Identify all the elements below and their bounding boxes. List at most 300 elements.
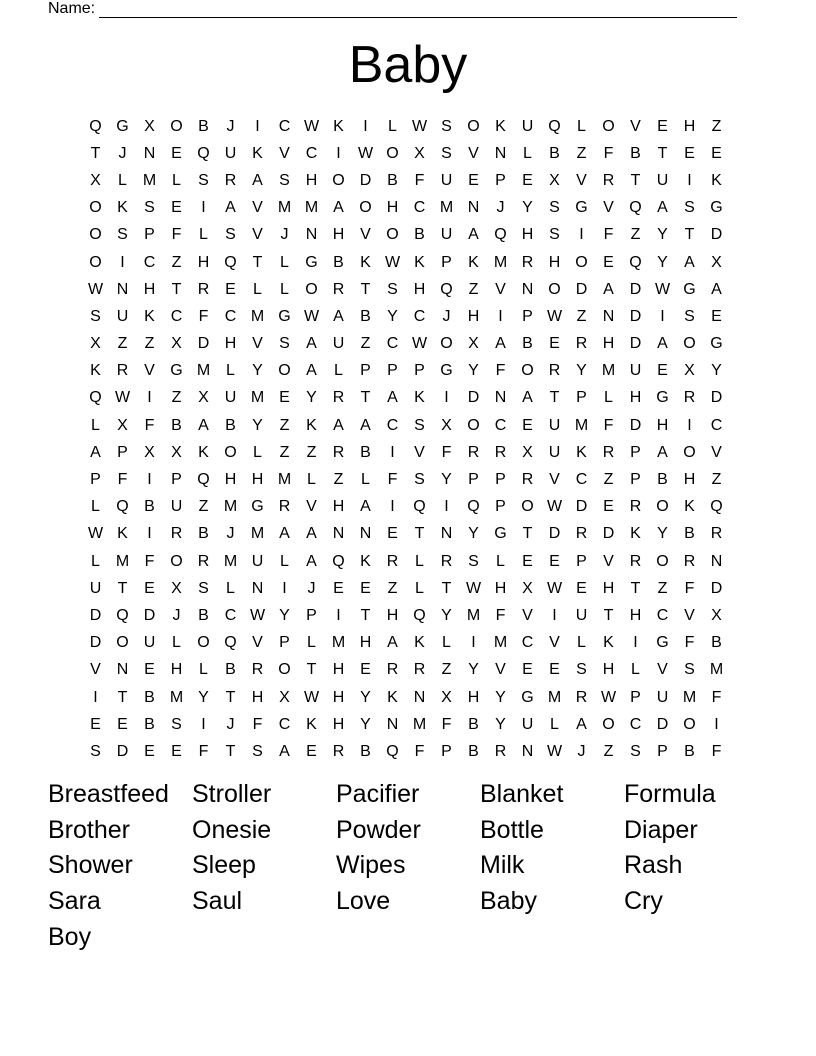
grid-letter: S — [90, 307, 101, 325]
grid-letter: Q — [629, 253, 642, 271]
grid-letter: I — [633, 634, 638, 652]
grid-letter: T — [684, 226, 695, 244]
grid-letter: M — [574, 416, 589, 434]
grid-letter: R — [548, 362, 561, 380]
grid-row — [82, 657, 730, 684]
grid-letter: N — [521, 742, 534, 760]
grid-letter: W — [600, 688, 617, 706]
grid-letter: H — [602, 661, 615, 679]
grid-letter: G — [494, 525, 507, 543]
grid-row — [82, 385, 730, 412]
grid-letter: M — [547, 688, 562, 706]
grid-letter: O — [386, 144, 399, 162]
grid-letter: B — [522, 335, 533, 353]
grid-letter: E — [360, 579, 371, 597]
grid-letter: B — [549, 144, 560, 162]
grid-letter: Q — [548, 117, 561, 135]
grid-letter: F — [198, 307, 209, 325]
grid-letter: W — [87, 280, 104, 298]
grid-letter: O — [197, 634, 210, 652]
grid-letter: N — [143, 144, 156, 162]
grid-letter: T — [630, 579, 641, 597]
grid-letter: O — [89, 253, 102, 271]
grid-letter: L — [631, 661, 640, 679]
grid-letter: A — [306, 335, 317, 353]
grid-letter: W — [114, 389, 131, 407]
grid-letter: C — [278, 117, 291, 135]
grid-letter: U — [89, 579, 102, 597]
grid-letter: R — [629, 498, 642, 516]
grid-row — [82, 630, 730, 657]
grid-letter: M — [493, 253, 508, 271]
grid-letter: O — [224, 443, 237, 461]
grid-letter: X — [90, 171, 101, 189]
grid-letter: D — [575, 280, 588, 298]
grid-letter: K — [360, 253, 371, 271]
grid-letter: L — [334, 362, 343, 380]
grid-letter: P — [495, 171, 506, 189]
grid-letter: V — [630, 117, 641, 135]
grid-letter: O — [683, 715, 696, 733]
grid-letter: O — [278, 362, 291, 380]
grid-row — [82, 303, 730, 330]
grid-letter: D — [143, 606, 156, 624]
grid-letter: T — [360, 606, 371, 624]
grid-letter: Y — [252, 362, 263, 380]
grid-letter: S — [414, 471, 425, 489]
grid-letter: N — [467, 199, 480, 217]
grid-letter: Z — [576, 144, 587, 162]
word-list-item: Shower — [48, 851, 133, 880]
grid-letter: W — [546, 742, 563, 760]
grid-letter: K — [333, 117, 344, 135]
grid-letter: A — [306, 362, 317, 380]
grid-letter: H — [305, 171, 318, 189]
grid-letter: U — [224, 389, 237, 407]
grid-letter: P — [171, 471, 182, 489]
grid-letter: A — [360, 498, 371, 516]
grid-letter: M — [223, 552, 238, 570]
grid-letter: H — [386, 606, 399, 624]
grid-letter: I — [687, 416, 692, 434]
grid-letter: R — [467, 443, 480, 461]
grid-letter: L — [604, 389, 613, 407]
grid-letter: H — [332, 688, 345, 706]
grid-letter: Y — [468, 525, 479, 543]
grid-letter: N — [116, 661, 129, 679]
grid-letter: A — [225, 199, 236, 217]
grid-letter: S — [279, 171, 290, 189]
grid-letter: T — [441, 579, 452, 597]
grid-letter: T — [630, 171, 641, 189]
grid-letter: T — [225, 742, 236, 760]
grid-letter: M — [412, 715, 427, 733]
grid-letter: V — [252, 335, 263, 353]
grid-letter: O — [386, 226, 399, 244]
grid-letter: L — [199, 661, 208, 679]
word-list-item: Sleep — [192, 851, 256, 880]
grid-letter: F — [684, 634, 695, 652]
grid-letter: Q — [467, 498, 480, 516]
grid-letter: K — [198, 443, 209, 461]
grid-letter: P — [630, 443, 641, 461]
grid-letter: L — [280, 253, 289, 271]
grid-letter: O — [602, 715, 615, 733]
grid-letter: X — [441, 688, 452, 706]
grid-letter: I — [390, 443, 395, 461]
grid-letter: R — [602, 171, 615, 189]
grid-letter: U — [332, 335, 345, 353]
grid-letter: Z — [441, 661, 452, 679]
grid-letter: R — [332, 280, 345, 298]
grid-letter: A — [657, 443, 668, 461]
word-list-item: Blanket — [480, 780, 564, 808]
grid-row — [82, 466, 730, 493]
grid-letter: Y — [198, 688, 209, 706]
grid-letter: W — [249, 606, 266, 624]
grid-letter: N — [494, 389, 507, 407]
grid-letter: Q — [197, 471, 210, 489]
grid-letter: U — [440, 171, 453, 189]
grid-letter: T — [603, 606, 614, 624]
grid-letter: X — [522, 579, 533, 597]
grid-row — [82, 140, 730, 167]
grid-letter: B — [684, 525, 695, 543]
grid-letter: S — [441, 117, 452, 135]
grid-letter: D — [548, 525, 561, 543]
grid-letter: R — [575, 688, 588, 706]
grid-letter: Y — [657, 253, 668, 271]
grid-letter: T — [225, 688, 236, 706]
grid-letter: I — [498, 307, 503, 325]
grid-letter: R — [521, 471, 534, 489]
grid-letter: M — [277, 199, 292, 217]
grid-letter: Y — [279, 606, 290, 624]
grid-letter: D — [656, 715, 669, 733]
grid-letter: B — [414, 226, 425, 244]
grid-letter: I — [255, 117, 260, 135]
grid-letter: U — [521, 715, 534, 733]
grid-letter: A — [333, 199, 344, 217]
grid-letter: S — [468, 552, 479, 570]
name-underline — [99, 2, 737, 18]
grid-letter: A — [90, 443, 101, 461]
grid-letter: S — [684, 199, 695, 217]
grid-letter: L — [118, 171, 127, 189]
word-list-item: Pacifier — [336, 780, 420, 808]
grid-letter: L — [496, 552, 505, 570]
grid-letter: U — [224, 144, 237, 162]
grid-letter: I — [147, 389, 152, 407]
grid-letter: M — [142, 171, 157, 189]
grid-letter: P — [117, 443, 128, 461]
grid-letter: Z — [468, 280, 479, 298]
grid-letter: U — [575, 606, 588, 624]
grid-letter: D — [89, 634, 102, 652]
grid-letter: O — [467, 416, 480, 434]
grid-letter: U — [251, 552, 264, 570]
grid-letter: H — [332, 661, 345, 679]
grid-letter: H — [548, 253, 561, 271]
grid-letter: J — [307, 579, 316, 597]
grid-row — [82, 276, 730, 303]
grid-letter: E — [603, 253, 614, 271]
grid-letter: R — [440, 552, 453, 570]
grid-letter: G — [305, 253, 318, 271]
grid-letter: X — [144, 117, 155, 135]
word-list-item: Baby — [480, 887, 537, 916]
grid-letter: L — [415, 579, 424, 597]
grid-letter: K — [117, 199, 128, 217]
grid-letter: K — [495, 117, 506, 135]
grid-letter: G — [440, 362, 453, 380]
grid-letter: S — [198, 171, 209, 189]
grid-letter: A — [468, 226, 479, 244]
grid-letter: R — [197, 552, 210, 570]
word-list-item: Rash — [624, 851, 683, 880]
grid-letter: N — [710, 552, 723, 570]
grid-letter: L — [361, 471, 370, 489]
grid-letter: F — [603, 144, 614, 162]
grid-letter: S — [684, 661, 695, 679]
letter-grid — [82, 113, 730, 766]
grid-letter: O — [683, 335, 696, 353]
grid-letter: O — [89, 226, 102, 244]
grid-letter: Z — [576, 307, 587, 325]
grid-letter: I — [201, 199, 206, 217]
grid-letter: G — [116, 117, 129, 135]
grid-letter: I — [444, 389, 449, 407]
grid-letter: F — [414, 171, 425, 189]
grid-letter: I — [390, 498, 395, 516]
grid-letter: U — [548, 416, 561, 434]
grid-letter: H — [413, 280, 426, 298]
grid-letter: M — [169, 688, 184, 706]
grid-letter: Q — [116, 498, 129, 516]
grid-letter: R — [683, 389, 696, 407]
grid-letter: U — [548, 443, 561, 461]
grid-letter: C — [305, 144, 318, 162]
grid-letter: V — [360, 226, 371, 244]
grid-letter: T — [522, 525, 533, 543]
grid-letter: R — [683, 552, 696, 570]
grid-letter: X — [144, 443, 155, 461]
grid-letter: I — [471, 634, 476, 652]
grid-letter: F — [414, 742, 425, 760]
grid-letter: V — [522, 606, 533, 624]
grid-letter: S — [144, 199, 155, 217]
grid-letter: A — [387, 634, 398, 652]
grid-letter: K — [414, 634, 425, 652]
grid-row — [82, 358, 730, 385]
grid-letter: D — [89, 606, 102, 624]
grid-letter: S — [171, 715, 182, 733]
grid-letter: K — [387, 688, 398, 706]
grid-letter: Q — [116, 606, 129, 624]
grid-row — [82, 167, 730, 194]
grid-letter: L — [199, 226, 208, 244]
grid-letter: D — [629, 280, 642, 298]
grid-letter: E — [360, 661, 371, 679]
grid-letter: K — [468, 253, 479, 271]
grid-letter: M — [331, 634, 346, 652]
grid-letter: D — [467, 389, 480, 407]
grid-letter: L — [253, 280, 262, 298]
grid-letter: I — [363, 117, 368, 135]
grid-letter: Q — [224, 253, 237, 271]
grid-letter: C — [278, 715, 291, 733]
grid-letter: K — [630, 525, 641, 543]
grid-row — [82, 412, 730, 439]
grid-letter: C — [629, 715, 642, 733]
grid-letter: J — [172, 606, 181, 624]
grid-letter: F — [441, 443, 452, 461]
grid-letter: P — [468, 471, 479, 489]
grid-letter: T — [171, 280, 182, 298]
grid-letter: S — [441, 144, 452, 162]
grid-letter: X — [198, 389, 209, 407]
grid-letter: B — [198, 117, 209, 135]
grid-letter: J — [280, 226, 289, 244]
grid-letter: A — [333, 416, 344, 434]
grid-letter: D — [602, 525, 615, 543]
grid-letter: C — [710, 416, 723, 434]
grid-letter: W — [303, 307, 320, 325]
grid-letter: L — [91, 416, 100, 434]
grid-letter: C — [386, 335, 399, 353]
grid-letter: N — [413, 688, 426, 706]
grid-letter: Y — [711, 362, 722, 380]
grid-letter: Q — [413, 606, 426, 624]
grid-letter: I — [552, 606, 557, 624]
grid-letter: J — [226, 715, 235, 733]
grid-letter: F — [711, 742, 722, 760]
grid-letter: X — [684, 362, 695, 380]
grid-letter: E — [522, 171, 533, 189]
grid-letter: W — [546, 579, 563, 597]
grid-letter: K — [306, 715, 317, 733]
grid-letter: C — [386, 416, 399, 434]
grid-letter: I — [714, 715, 719, 733]
word-list-item: Formula — [624, 780, 716, 808]
grid-letter: U — [143, 634, 156, 652]
grid-letter: T — [657, 144, 668, 162]
grid-letter: A — [279, 525, 290, 543]
grid-letter: F — [387, 471, 398, 489]
grid-letter: O — [332, 171, 345, 189]
grid-letter: L — [253, 443, 262, 461]
grid-letter: F — [441, 715, 452, 733]
grid-letter: S — [279, 335, 290, 353]
grid-letter: L — [442, 634, 451, 652]
grid-letter: V — [603, 552, 614, 570]
grid-letter: B — [711, 634, 722, 652]
grid-letter: M — [277, 471, 292, 489]
grid-letter: H — [332, 498, 345, 516]
grid-letter: Z — [144, 335, 155, 353]
grid-letter: L — [172, 634, 181, 652]
grid-letter: R — [710, 525, 723, 543]
grid-letter: Z — [198, 498, 209, 516]
grid-letter: F — [171, 226, 182, 244]
grid-row — [82, 602, 730, 629]
grid-letter: E — [603, 498, 614, 516]
grid-letter: V — [603, 199, 614, 217]
grid-row — [82, 331, 730, 358]
grid-letter: K — [306, 416, 317, 434]
grid-letter: N — [332, 525, 345, 543]
grid-letter: R — [575, 335, 588, 353]
grid-letter: Z — [279, 416, 290, 434]
grid-letter: J — [442, 307, 451, 325]
grid-letter: Y — [468, 362, 479, 380]
word-list-item: Brother — [48, 815, 130, 844]
grid-letter: Y — [441, 606, 452, 624]
grid-letter: D — [359, 171, 372, 189]
grid-letter: W — [384, 253, 401, 271]
grid-letter: L — [415, 552, 424, 570]
grid-letter: L — [577, 634, 586, 652]
grid-letter: N — [602, 307, 615, 325]
grid-letter: S — [387, 280, 398, 298]
grid-letter: L — [550, 715, 559, 733]
grid-letter: Q — [440, 280, 453, 298]
word-list-item: Cry — [624, 887, 663, 916]
grid-letter: B — [360, 443, 371, 461]
grid-letter: X — [522, 443, 533, 461]
grid-letter: C — [575, 471, 588, 489]
grid-letter: X — [171, 443, 182, 461]
grid-letter: C — [413, 307, 426, 325]
grid-letter: Z — [279, 443, 290, 461]
grid-row — [82, 195, 730, 222]
grid-letter: U — [440, 226, 453, 244]
grid-letter: L — [280, 552, 289, 570]
grid-letter: R — [521, 253, 534, 271]
grid-letter: R — [278, 498, 291, 516]
grid-letter: E — [225, 280, 236, 298]
grid-letter: U — [656, 688, 669, 706]
grid-letter: N — [440, 525, 453, 543]
word-list-item: Saul — [192, 887, 243, 916]
grid-letter: W — [411, 117, 428, 135]
grid-letter: T — [90, 144, 101, 162]
grid-letter: D — [710, 226, 723, 244]
grid-letter: X — [468, 335, 479, 353]
grid-letter: E — [144, 742, 155, 760]
grid-letter: N — [521, 280, 534, 298]
grid-letter: F — [144, 416, 155, 434]
grid-letter: I — [660, 307, 665, 325]
grid-letter: D — [710, 579, 723, 597]
grid-letter: S — [225, 226, 236, 244]
grid-letter: S — [117, 226, 128, 244]
grid-letter: B — [171, 416, 182, 434]
word-list-item: Wipes — [336, 851, 406, 880]
grid-letter: A — [657, 199, 668, 217]
grid-letter: Q — [89, 389, 102, 407]
grid-letter: S — [549, 226, 560, 244]
grid-letter: F — [495, 362, 506, 380]
grid-letter: G — [683, 280, 696, 298]
grid-row — [82, 249, 730, 276]
grid-letter: O — [278, 661, 291, 679]
grid-letter: E — [333, 579, 344, 597]
grid-letter: W — [465, 579, 482, 597]
grid-letter: O — [548, 280, 561, 298]
grid-letter: D — [575, 498, 588, 516]
grid-letter: O — [683, 443, 696, 461]
